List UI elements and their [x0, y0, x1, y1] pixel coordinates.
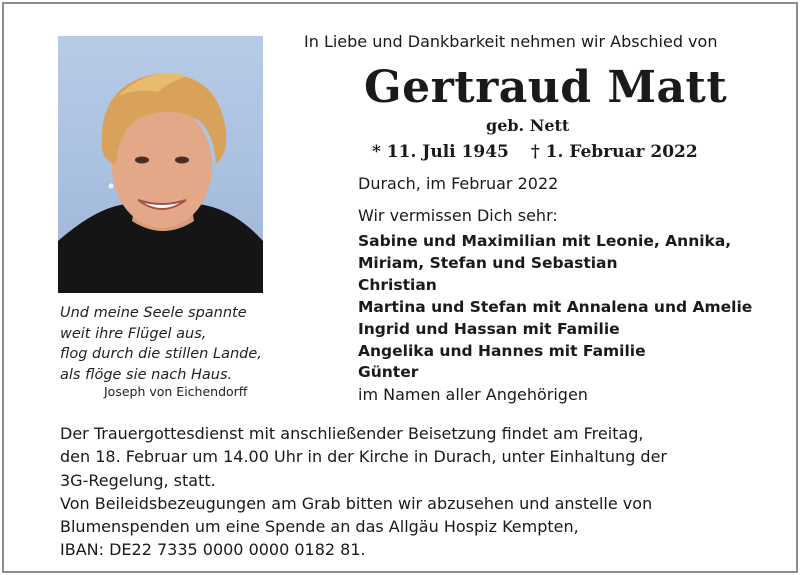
- quote-line: weit ihre Flügel aus,: [60, 325, 207, 342]
- place-date: Durach, im Februar 2022: [358, 174, 559, 193]
- life-dates: [372, 142, 698, 162]
- service-notice: [60, 422, 667, 562]
- intro-line: In Liebe und Dankbarkeit nehmen wir Abschied von: [304, 32, 718, 51]
- deceased-name: Gertraud Matt: [364, 62, 728, 113]
- portrait-photo: [58, 36, 263, 293]
- notice-line: den 18. Februar um 14.00 Uhr in der Kirche in Durach, unter Einhaltung der: [60, 447, 668, 467]
- death-date: † 1. Februar 2022: [530, 142, 698, 162]
- poem-quote: [60, 303, 280, 385]
- notice-line: Blumenspenden um eine Spende an das Allgäu Hospiz Kempten,: [60, 517, 579, 537]
- mourner-entry: Martina und Stefan mit Annalena und Amelie: [358, 297, 753, 316]
- portrait-illustration: [58, 36, 263, 293]
- mourner-entry: Ingrid und Hassan mit Familie: [358, 319, 620, 338]
- birth-date: * 11. Juli 1945: [372, 142, 509, 162]
- maiden-name: geb. Nett: [486, 116, 570, 135]
- quote-line: flog durch die stillen Lande,: [60, 346, 262, 362]
- quote-author: Joseph von Eichendorff: [104, 384, 248, 399]
- quote-line: Und meine Seele spannte: [60, 305, 247, 321]
- mourner-entry: Christian: [358, 275, 437, 294]
- miss-line: Wir vermissen Dich sehr:: [358, 206, 558, 225]
- mourner-entry: Sabine und Maximilian mit Leonie, Annika,: [358, 232, 732, 250]
- relatives-line: im Namen aller Angehörigen: [358, 385, 588, 404]
- notice-line: Von Beileidsbezeugungen am Grab bitten wir abzusehen und anstelle von: [60, 493, 653, 513]
- mourners-list: [358, 231, 752, 384]
- mourner-entry: Angelika und Hannes mit Familie: [358, 341, 646, 360]
- notice-line: IBAN: DE22 7335 0000 0000 0182 81.: [60, 540, 366, 560]
- notice-line: 3G-Regelung, statt.: [60, 470, 216, 490]
- quote-line: als flöge sie nach Haus.: [60, 366, 233, 383]
- notice-line: Der Trauergottesdienst mit anschließender Beisetzung findet am Freitag,: [60, 424, 644, 443]
- mourner-entry: Günter: [358, 363, 419, 382]
- mourner-entry: Miriam, Stefan und Sebastian: [358, 253, 618, 272]
